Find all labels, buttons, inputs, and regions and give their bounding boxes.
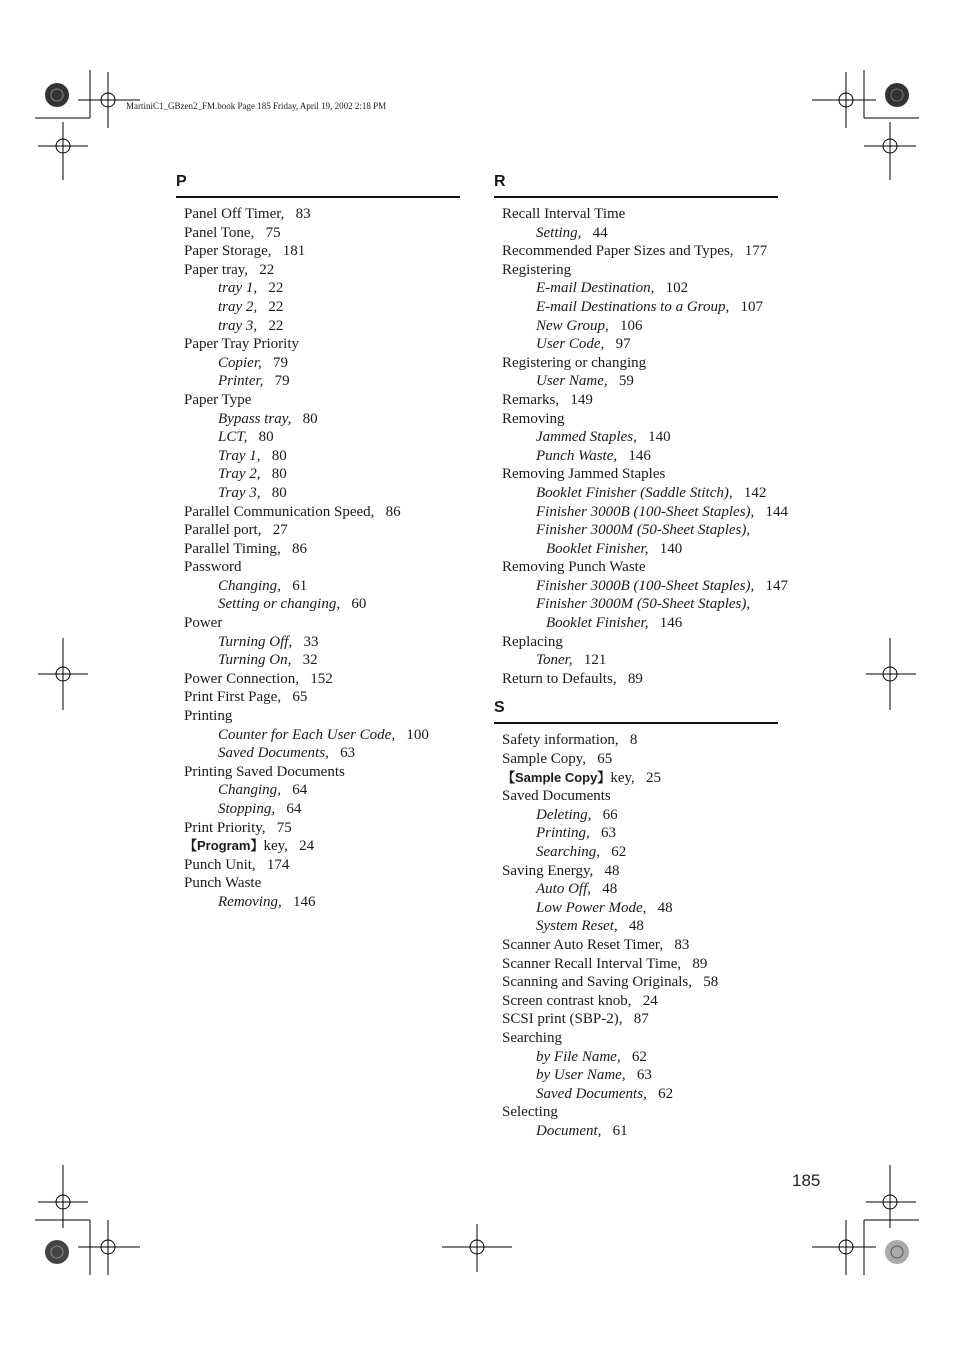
entry-term: Setting — [536, 224, 578, 241]
entry-term: Password — [184, 559, 242, 576]
index-subentry: Copier, 79 — [218, 354, 289, 371]
entry-page-ref: 86 — [291, 540, 307, 557]
index-subentry: Removing, 146 — [218, 893, 316, 910]
index-subentry: Punch Waste, 146 — [536, 447, 651, 464]
entry-page-ref: 60 — [351, 596, 367, 613]
entry-page-ref: 177 — [744, 243, 768, 260]
entry-term: Paper tray — [184, 261, 245, 278]
entry-term: Panel Off Timer — [184, 206, 281, 222]
entry-term: Booklet Finisher (Saddle Stitch) — [536, 484, 729, 501]
index-entry: Panel Tone, 75 — [184, 224, 281, 241]
index-subentry: tray 3, 22 — [218, 317, 284, 334]
entry-page-ref: 100 — [406, 726, 429, 743]
entry-term: Saved Documents — [536, 1085, 644, 1102]
index-entry: 【Program】key, 24 — [184, 838, 315, 855]
entry-term: Removing Punch Waste — [502, 559, 646, 576]
entry-term: New Group — [536, 317, 606, 334]
index-subentry: Jammed Staples, 140 — [536, 429, 671, 446]
index-subentry: Finisher 3000B (100-Sheet Staples), 147 — [536, 577, 789, 594]
index-entry: Remarks, 149 — [502, 391, 593, 408]
entry-term: Paper Type — [184, 391, 252, 408]
entry-page-ref: 48 — [604, 862, 620, 879]
index-subentry: New Group, 106 — [536, 317, 643, 334]
entry-term: Low Power Mode — [536, 899, 643, 916]
entry-page-ref: 80 — [302, 410, 318, 427]
section-rule — [494, 196, 778, 198]
index-subentry: tray 2, 22 — [218, 298, 284, 315]
entry-term: Sample Copy — [502, 751, 583, 768]
entry-term: Bypass tray — [218, 410, 288, 427]
index-entry — [494, 261, 778, 280]
index-subentry: Finisher 3000B (100-Sheet Staples), 144 — [536, 503, 789, 520]
entry-page-ref: 62 — [658, 1085, 674, 1102]
entry-page-ref: 146 — [292, 893, 316, 910]
entry-page-ref: 22 — [268, 280, 284, 297]
entry-term: Saved Documents — [502, 788, 611, 805]
index-entry — [494, 354, 778, 373]
entry-page-ref: 75 — [276, 819, 292, 836]
entry-page-ref: 58 — [703, 974, 719, 991]
index-subentry: by User Name, 63 — [536, 1067, 652, 1084]
entry-term: Removing — [502, 410, 565, 427]
index-column-right — [494, 172, 789, 1141]
index-section-p — [176, 172, 460, 912]
index-subentry: Deleting, 66 — [536, 806, 618, 823]
entry-page-ref: 174 — [266, 856, 290, 873]
entry-page-ref: 61 — [292, 577, 308, 594]
entry-term: Jammed Staples — [536, 429, 634, 446]
entry-term: Remarks — [502, 391, 556, 408]
entry-page-ref: 8 — [629, 732, 638, 749]
entry-term: Screen contrast knob — [502, 992, 628, 1009]
section-rule — [494, 722, 778, 724]
index-entry: Return to Defaults, 89 — [502, 670, 643, 687]
entry-term: by File Name — [536, 1048, 617, 1065]
section-letter: R — [494, 173, 506, 190]
entry-page-ref: 79 — [274, 373, 290, 390]
index-subentry: Saved Documents, 63 — [218, 745, 356, 762]
index-subentry: LCT, 80 — [218, 429, 274, 446]
entry-term: by User Name — [536, 1067, 622, 1084]
entry-page-ref: 66 — [602, 806, 618, 823]
index-entry — [176, 763, 460, 782]
entry-page-ref: 107 — [740, 298, 763, 315]
entry-page-ref: 86 — [385, 503, 401, 520]
entry-term: Punch Waste — [536, 447, 614, 464]
index-subentry: Counter for Each User Code, 100 — [218, 726, 429, 743]
index-subentry: E-mail Destinations to a Group, 107 — [536, 298, 763, 315]
entry-term: Counter for Each User Code — [218, 726, 392, 743]
entry-term: tray 3 — [218, 317, 254, 334]
entry-term: Power — [184, 615, 223, 632]
entry-page-ref: 149 — [570, 391, 593, 408]
entry-term: Recall Interval Time — [502, 206, 626, 222]
entry-term: Registering — [502, 261, 572, 278]
entry-term: Changing — [218, 577, 278, 594]
entry-page-ref: 80 — [271, 466, 287, 483]
entry-page-ref: 62 — [631, 1048, 647, 1065]
entry-page-ref: 147 — [765, 577, 789, 594]
entry-page-ref: 102 — [665, 280, 689, 297]
entry-term: Deleting — [536, 806, 588, 823]
index-subentry — [494, 595, 778, 614]
entry-term: User Code — [536, 336, 601, 353]
index-entry: Power Connection, 152 — [184, 670, 333, 687]
index-subentry: Toner, 121 — [536, 652, 607, 669]
index-subentry: Searching, 62 — [536, 844, 627, 860]
index-entry — [494, 410, 778, 429]
entry-term: Recommended Paper Sizes and Types — [502, 243, 730, 260]
entry-term: Finisher 3000M (50-Sheet Staples), — [536, 596, 751, 613]
index-entry — [494, 558, 778, 577]
index-entry: Parallel Timing, 86 — [184, 540, 307, 557]
entry-page-ref: 152 — [310, 670, 333, 687]
entry-page-ref: 64 — [292, 782, 308, 799]
index-entry — [176, 874, 460, 893]
entry-term: Searching — [502, 1029, 562, 1046]
index-subentry: User Name, 59 — [536, 373, 634, 390]
index-entry — [494, 205, 778, 224]
entry-page-ref: 97 — [615, 336, 631, 353]
entry-page-ref: 75 — [265, 224, 281, 241]
entry-page-ref: 63 — [340, 745, 356, 762]
index-subentry: Tray 2, 80 — [218, 466, 287, 483]
index-entry: Print Priority, 75 — [184, 819, 292, 836]
index-subentry: Low Power Mode, 48 — [536, 899, 673, 916]
entry-term: Printing — [536, 825, 587, 842]
entry-term: Tray 3 — [218, 484, 257, 501]
entry-page-ref: 89 — [692, 955, 708, 972]
index-entry: Print First Page, 65 — [184, 689, 308, 706]
entry-page-ref: 48 — [628, 918, 644, 935]
index-entry — [176, 335, 460, 354]
index-entry: Panel Off Timer, 83 — [184, 206, 311, 222]
entry-term: Removing Jammed Staples — [502, 466, 666, 483]
index-subentry: Changing, 64 — [218, 782, 308, 799]
page-number: 185 — [792, 1171, 821, 1190]
index-subentry: Setting or changing, 60 — [218, 596, 367, 613]
index-entry — [176, 707, 460, 726]
book-file-header: MartiniC1_GBzen2_FM.book Page 185 Friday, April 19, 2002 2:18 PM — [126, 101, 387, 111]
entry-term: Scanner Auto Reset Timer — [502, 936, 660, 953]
entry-page-ref: 22 — [259, 261, 275, 278]
index-entry — [176, 391, 460, 410]
entry-term: Printer — [218, 373, 260, 390]
index-subentry: Saved Documents, 62 — [536, 1085, 674, 1102]
index-entry — [494, 787, 778, 806]
index-subentry: Booklet Finisher, 140 — [546, 540, 683, 557]
index-subentry: Stopping, 64 — [218, 801, 302, 817]
entry-page-ref: 80 — [271, 447, 287, 464]
entry-term: Booklet Finisher — [546, 615, 645, 632]
entry-term: key — [263, 838, 285, 855]
section-letter: S — [494, 699, 505, 717]
entry-page-ref: 22 — [268, 317, 284, 334]
index-entry: Punch Unit, 174 — [184, 856, 290, 873]
entry-page-ref: 44 — [592, 224, 608, 241]
index-entry — [494, 1103, 778, 1122]
entry-page-ref: 146 — [628, 447, 651, 464]
entry-page-ref: 146 — [659, 615, 683, 632]
entry-term: Registering or changing — [502, 354, 647, 371]
index-entry: Scanning and Saving Originals, 58 — [502, 974, 719, 991]
entry-term: Changing — [218, 782, 278, 799]
index-entry — [494, 1029, 778, 1048]
entry-page-ref: 62 — [611, 844, 627, 860]
entry-page-ref: 80 — [258, 429, 274, 446]
entry-page-ref: 140 — [648, 429, 671, 446]
entry-term: Tray 2 — [218, 466, 257, 483]
entry-term: tray 2 — [218, 298, 254, 315]
entry-term: Paper Tray Priority — [184, 336, 300, 353]
entry-term: Setting or changing — [218, 596, 337, 613]
index-subentry: Auto Off, 48 — [536, 881, 618, 898]
index-subentry: Changing, 61 — [218, 577, 308, 594]
index-entry — [176, 558, 460, 577]
index-subentry: Turning Off, 33 — [218, 633, 319, 650]
entry-term: key — [610, 769, 632, 786]
index-subentry: E-mail Destination, 102 — [536, 280, 689, 297]
entry-term: Searching — [536, 844, 597, 860]
index-subentry: by File Name, 62 — [536, 1048, 647, 1065]
entry-term: System Reset — [536, 918, 614, 935]
entry-term: Scanning and Saving Originals — [502, 974, 689, 991]
entry-term: LCT — [218, 429, 244, 446]
entry-page-ref: 79 — [273, 354, 289, 371]
section-rule — [176, 196, 460, 198]
index-subentry: Bypass tray, 80 — [218, 410, 318, 427]
key-label: 【Program】 — [184, 838, 264, 854]
index-subentry: Document, 61 — [536, 1122, 628, 1139]
entry-page-ref: 140 — [659, 540, 683, 557]
entry-term: tray 1 — [218, 280, 254, 297]
index-entry: Safety information, 8 — [502, 732, 638, 749]
index-subentry: Tray 3, 80 — [218, 484, 287, 501]
index-entry: Paper Storage, 181 — [184, 243, 306, 260]
entry-term: Printing Saved Documents — [184, 763, 345, 780]
entry-term: Punch Waste — [184, 875, 262, 892]
index-subentry — [494, 521, 778, 540]
index-section-r — [494, 172, 789, 688]
entry-term: Safety information — [502, 732, 615, 749]
entry-term: Stopping — [218, 801, 272, 817]
index-subentry: User Code, 97 — [536, 336, 631, 353]
entry-page-ref: 63 — [636, 1067, 652, 1084]
index-entry: Screen contrast knob, 24 — [502, 992, 658, 1009]
entry-page-ref: 25 — [646, 769, 662, 786]
entry-term: E-mail Destination — [536, 280, 651, 297]
index-entry: Sample Copy, 65 — [502, 751, 613, 768]
entry-term: Return to Defaults — [502, 670, 613, 687]
entry-term: Booklet Finisher — [546, 540, 645, 557]
entry-term: Paper Storage — [184, 243, 268, 260]
entry-page-ref: 181 — [282, 243, 306, 260]
entry-page-ref: 80 — [271, 484, 287, 501]
entry-term: Tray 1 — [218, 447, 257, 464]
entry-page-ref: 48 — [657, 899, 673, 916]
entry-page-ref: 32 — [302, 652, 318, 669]
entry-term: E-mail Destinations to a Group — [536, 298, 726, 315]
entry-term: Selecting — [502, 1104, 558, 1121]
index-subentry: tray 1, 22 — [218, 280, 284, 297]
entry-page-ref: 63 — [601, 825, 617, 842]
index-subentry: System Reset, 48 — [536, 918, 644, 935]
entry-term: User Name — [536, 373, 604, 390]
key-label: 【Sample Copy】 — [502, 769, 611, 785]
index-entry: Recommended Paper Sizes and Types, 177 — [502, 243, 768, 260]
entry-page-ref: 65 — [597, 751, 613, 768]
section-letter: P — [176, 173, 187, 190]
section-gap — [494, 688, 778, 698]
entry-term: Turning On — [218, 652, 288, 669]
entry-term: Punch Unit — [184, 856, 252, 873]
entry-page-ref: 24 — [642, 992, 658, 1009]
entry-term: Turning Off — [218, 633, 289, 650]
index-entry: Scanner Recall Interval Time, 89 — [502, 955, 708, 972]
entry-page-ref: 121 — [583, 652, 607, 669]
entry-page-ref: 22 — [268, 298, 284, 315]
entry-page-ref: 24 — [299, 838, 315, 855]
entry-term: Copier — [218, 354, 259, 371]
entry-page-ref: 65 — [292, 689, 308, 706]
entry-term: Finisher 3000B (100-Sheet Staples) — [536, 577, 751, 594]
index-entry: SCSI print (SBP-2), 87 — [502, 1011, 649, 1028]
index-entry — [494, 465, 778, 484]
entry-term: Removing — [218, 893, 278, 910]
index-subentry: Turning On, 32 — [218, 652, 318, 669]
entry-page-ref: 64 — [286, 801, 302, 817]
index-subentry: Booklet Finisher, 146 — [546, 615, 683, 632]
entry-term: Toner — [536, 652, 569, 669]
index-entry: Parallel Communication Speed, 86 — [184, 503, 401, 520]
index-entry: Scanner Auto Reset Timer, 83 — [502, 936, 690, 953]
index-section-s — [494, 698, 778, 1140]
index-entry: Saving Energy, 48 — [502, 862, 620, 879]
entry-term: Finisher 3000M (50-Sheet Staples), — [536, 522, 751, 539]
index-column-left — [176, 172, 460, 912]
entry-term: Panel Tone — [184, 224, 251, 241]
entry-page-ref: 142 — [743, 484, 767, 501]
entry-page-ref: 61 — [612, 1122, 628, 1139]
entry-term: Scanner Recall Interval Time — [502, 955, 678, 972]
entry-term: Parallel Communication Speed — [184, 503, 371, 520]
entry-term: Print First Page — [184, 689, 278, 706]
entry-term: Replacing — [502, 633, 563, 650]
entry-term: Parallel Timing — [184, 540, 277, 557]
index-entry: Parallel port, 27 — [184, 522, 288, 539]
entry-page-ref: 83 — [295, 206, 311, 222]
entry-term: Finisher 3000B (100-Sheet Staples) — [536, 503, 751, 520]
index-subentry: Printing, 63 — [536, 825, 617, 842]
index-subentry: Booklet Finisher (Saddle Stitch), 142 — [536, 484, 767, 501]
index-entry — [494, 633, 778, 652]
entry-term: Saving Energy — [502, 862, 590, 879]
entry-page-ref: 27 — [272, 522, 288, 539]
index-entry — [176, 614, 460, 633]
entry-term: Document — [536, 1122, 598, 1139]
index-subentry: Tray 1, 80 — [218, 447, 287, 464]
entry-page-ref: 144 — [765, 503, 789, 520]
entry-term: Printing — [184, 708, 233, 725]
entry-term: Power Connection — [184, 670, 296, 687]
entry-term: Parallel port — [184, 522, 258, 539]
entry-term: Auto Off — [536, 881, 588, 898]
entry-page-ref: 33 — [303, 633, 319, 650]
index-subentry: Setting, 44 — [536, 224, 608, 241]
entry-page-ref: 89 — [627, 670, 643, 687]
entry-page-ref: 87 — [633, 1011, 649, 1028]
entry-page-ref: 48 — [602, 881, 618, 898]
entry-term: Saved Documents — [218, 745, 326, 762]
entry-page-ref: 106 — [620, 317, 643, 334]
entry-page-ref: 59 — [618, 373, 634, 390]
entry-term: Print Priority — [184, 819, 262, 836]
entry-term: SCSI print (SBP-2) — [502, 1011, 619, 1028]
index-subentry: Printer, 79 — [218, 373, 290, 390]
index-entry: Paper tray, 22 — [184, 261, 275, 278]
index-entry: 【Sample Copy】key, 25 — [502, 769, 662, 786]
entry-page-ref: 83 — [674, 936, 690, 953]
